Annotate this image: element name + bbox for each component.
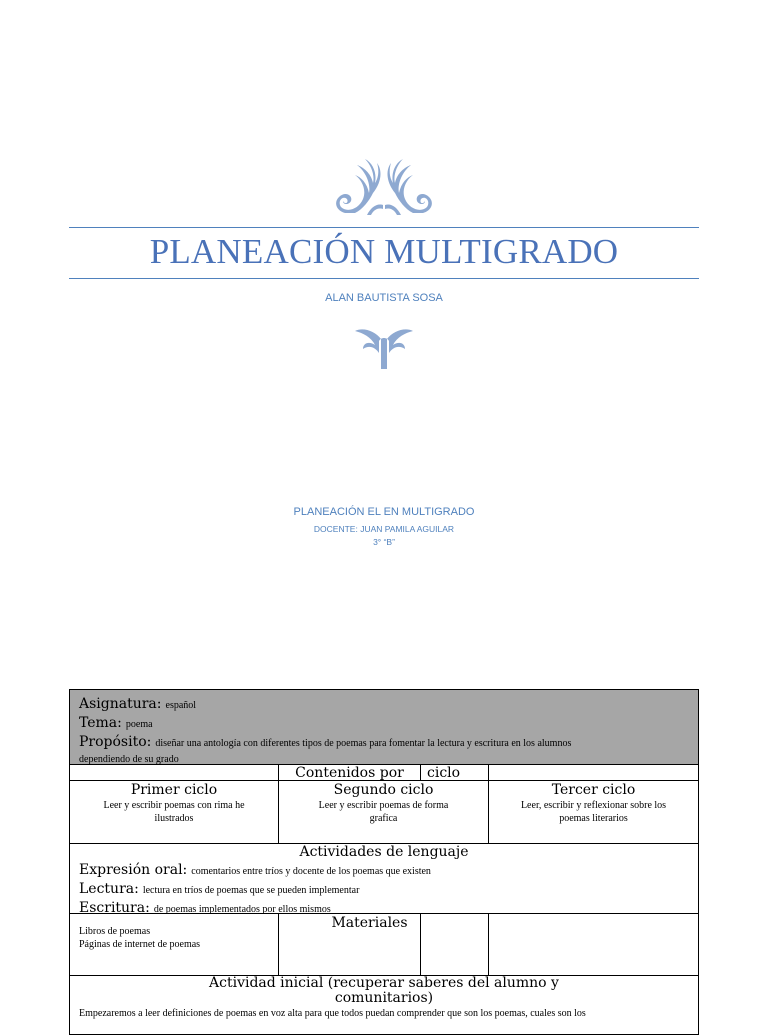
actividades-title: Actividades de lenguaje [299,844,469,860]
materiales-title-cell [278,913,421,976]
ciclo-title: Tercer ciclo [551,782,636,798]
asignatura-value: español [165,700,197,711]
material-item: Páginas de internet de poemas [79,939,201,950]
proposito-value-2: dependiendo de su grado [79,754,179,765]
ciclo-desc-line1: Leer, escribir y reflexionar sobre los [520,800,667,811]
bottom-rule [69,278,699,279]
asignatura-label: Asignatura: [79,696,162,712]
oral-value: comentarios entre tríos y docente de los poemas que existen [191,866,431,877]
floral-ornament-icon [327,153,441,217]
materiales-title: Materiales [331,915,408,931]
document-title: PLANEACIÓN MULTIGRADO [149,232,619,271]
table-header [69,689,699,765]
ciclo-desc-line2: poemas literarios [559,813,628,824]
tema-value: poema [125,719,153,730]
ciclo-cell-primer [69,780,279,844]
ciclo-title: Primer ciclo [130,782,218,798]
proposito-label: Propósito: [79,734,152,750]
ciclo-cell-segundo [278,780,489,844]
escritura-label: Escritura: [79,900,150,914]
ciclo-label: ciclo [427,765,461,781]
plan-subtitle: PLANEACIÓN EL EN MULTIGRADO [293,506,475,518]
teacher-name: DOCENTE: JUAN PAMILA AGUILAR [313,524,455,534]
ciclo-desc-line2: grafica [369,813,398,824]
contenidos-empty-right [488,764,699,781]
escritura-value: de poemas implementados por ellos mismos [153,904,331,914]
contenidos-label-right-cell [420,764,489,781]
actividad-inicial [69,975,699,1035]
materiales-list-cell [69,913,279,976]
proposito-value: diseñar una antología con diferentes tipos de poemas para fomentar la lectura y escritura en los alumnos [155,738,572,749]
lectura-label: Lectura: [79,881,139,897]
material-item: Libros de poemas [79,926,151,937]
materiales-empty-1 [420,913,489,976]
top-rule [69,227,699,228]
oral-label: Expresión oral: [79,862,188,878]
grade-label: 3° “B” [373,537,395,547]
ciclo-desc-line1: Leer y escribir poemas con rima he [103,800,245,811]
actividades-lenguaje [69,843,699,914]
fleuron-icon [353,327,415,369]
inicial-text: Empezaremos a leer definiciones de poemas en voz alta para que todos puedan comprender que son los poemas, cuales son los [79,1008,586,1019]
contenidos-label-left-cell [278,764,421,781]
lectura-value: lectura en tríos de poemas que se pueden implementar [142,885,360,896]
contenidos-label: Contenidos por [295,765,404,781]
inicial-title-line1: Actividad inicial (recuperar saberes del alumno y [209,975,559,991]
tema-label: Tema: [79,715,122,731]
ciclo-cell-tercer [488,780,699,844]
ciclo-desc-line1: Leer y escribir poemas de forma [318,800,449,811]
ciclo-desc-line2: ilustrados [154,813,194,824]
inicial-title-line2: comunitarios) [334,990,434,1006]
author-name: ALAN BAUTISTA SOSA [325,292,443,304]
ciclo-title: Segundo ciclo [333,782,434,798]
materiales-empty-2 [488,913,699,976]
contenidos-empty-left [69,764,279,781]
